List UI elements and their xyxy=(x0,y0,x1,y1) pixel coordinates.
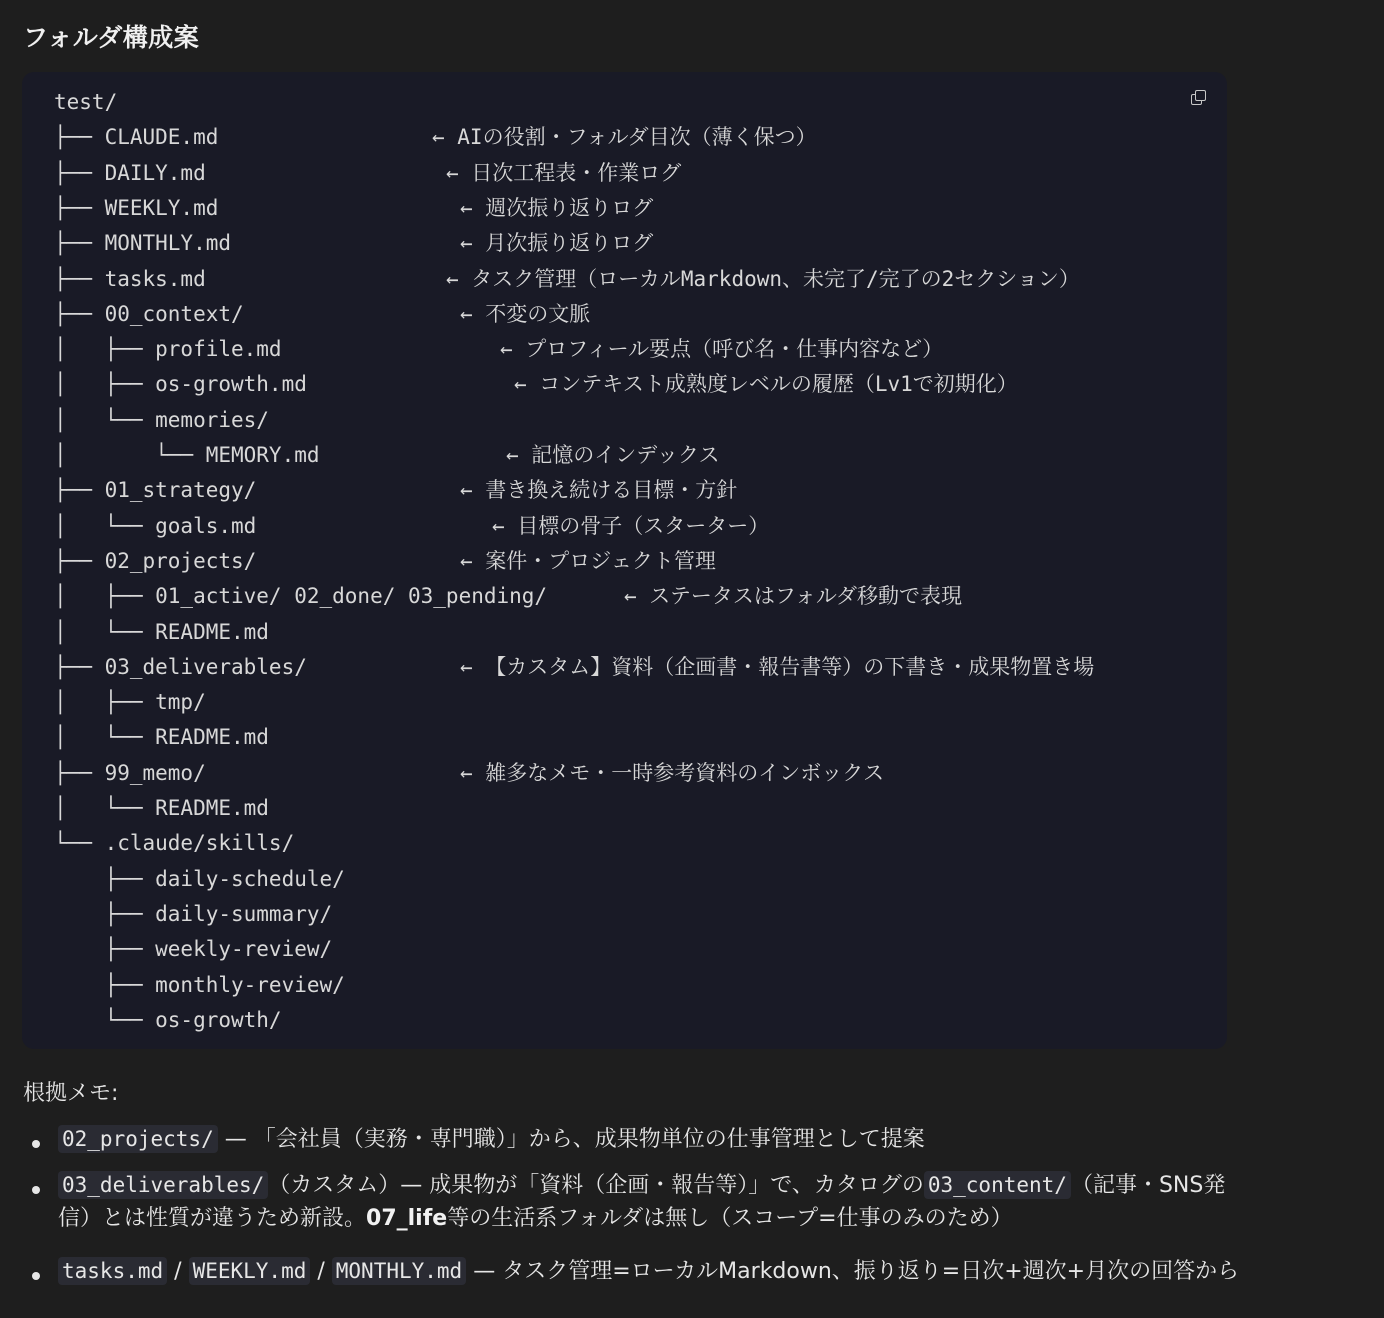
code-comment: ← 週次振り返りログ xyxy=(460,195,654,220)
code-comment: ← 案件・プロジェクト管理 xyxy=(460,548,716,573)
bullet-body: — タスク管理=ローカルMarkdown、振り返り=日次+週次+月次の回答から xyxy=(466,1259,1240,1284)
inline-code: tasks.md xyxy=(58,1257,167,1285)
code-comment: ← 雑多なメモ・一時参考資料のインボックス xyxy=(460,760,885,785)
code-comment: ← プロフィール要点（呼び名・仕事内容など） xyxy=(500,337,944,362)
bullet-text xyxy=(58,1254,1239,1289)
code-line: ├── WEEKLY.md xyxy=(54,195,219,220)
inline-code: MONTHLY.md xyxy=(332,1257,466,1285)
separator: / xyxy=(167,1259,189,1284)
bullet-text xyxy=(58,1168,1225,1203)
code-block xyxy=(22,72,1227,1049)
code-comment: ← 記憶のインデックス xyxy=(506,443,720,467)
code-line: │ ├── os-growth.md xyxy=(54,372,307,397)
memo-title: 根拠メモ: xyxy=(23,1081,119,1106)
code-line: └── .claude/skills/ xyxy=(54,831,295,856)
code-line: ├── DAILY.md xyxy=(54,160,206,185)
code-comment: ← 日次工程表・作業ログ xyxy=(446,160,682,185)
code-line: ├── weekly-review/ xyxy=(54,937,333,962)
code-line: │ └── memories/ xyxy=(54,407,269,432)
code-line: ├── 00_context/ xyxy=(54,301,244,326)
code-line: │ └── goals.md xyxy=(54,513,257,538)
code-comment: ← ステータスはフォルダ移動で表現 xyxy=(624,584,962,609)
bullet-body: （カスタム）— 成果物が「資料（企画・報告等）」で、カタログの xyxy=(268,1173,924,1198)
code-line: │ ├── profile.md xyxy=(54,337,282,362)
code-line: ├── CLAUDE.md xyxy=(54,125,219,150)
code-line: ├── 03_deliverables/ xyxy=(54,654,307,679)
code-comment: ← AIの役割・フォルダ目次（薄く保つ） xyxy=(432,125,817,150)
inline-code: 02_projects/ xyxy=(58,1125,218,1153)
bullet-body: — 「会社員（実務・専門職）」から、成果物単位の仕事管理として提案 xyxy=(217,1127,925,1152)
code-line: ├── daily-schedule/ xyxy=(54,866,345,891)
code-line: ├── MONTHLY.md xyxy=(54,231,232,256)
inline-code: 03_content/ xyxy=(924,1171,1071,1199)
bullet-body: （記事・SNS発 xyxy=(1070,1173,1226,1198)
code-line: └── os-growth/ xyxy=(54,1007,282,1032)
bullet-text xyxy=(58,1122,925,1157)
bullet-dot xyxy=(32,1186,40,1194)
code-line: │ ├── 01_active/ 02_done/ 03_pending/ xyxy=(54,584,548,609)
code-line: │ └── README.md xyxy=(54,725,269,750)
code-line: test/ xyxy=(54,90,118,114)
bullet-body: 信）とは性質が違うため新設。 xyxy=(58,1206,367,1231)
bullet-dot xyxy=(32,1140,40,1148)
bullet-text-line2 xyxy=(58,1202,1013,1236)
code-line: ├── 01_strategy/ xyxy=(54,478,257,503)
bullet-dot xyxy=(32,1272,40,1280)
code-line: │ ├── tmp/ xyxy=(54,690,206,715)
code-line: │ └── README.md xyxy=(54,796,269,820)
code-line: │ └── MEMORY.md xyxy=(54,443,320,467)
section-heading: フォルダ構成案 xyxy=(23,23,200,52)
separator: / xyxy=(310,1259,332,1284)
code-line: ├── tasks.md xyxy=(54,266,206,291)
copy-icon[interactable] xyxy=(1189,88,1207,106)
code-line: │ └── README.md xyxy=(54,619,269,644)
bullet-body: 等の生活系フォルダは無し（スコープ=仕事のみのため） xyxy=(447,1206,1013,1231)
code-comment: ← 目標の骨子（スターター） xyxy=(492,513,770,538)
code-comment: ← 書き換え続ける目標・方針 xyxy=(460,478,738,503)
code-comment: ← 【カスタム】資料（企画書・報告書等）の下書き・成果物置き場 xyxy=(460,654,1095,679)
inline-code: 03_deliverables/ xyxy=(58,1171,268,1199)
code-comment: ← 月次振り返りログ xyxy=(460,231,654,256)
bold-text: 07_life xyxy=(366,1206,448,1231)
code-comment: ← タスク管理（ローカルMarkdown、未完了/完了の2セクション） xyxy=(446,266,1080,291)
inline-code: WEEKLY.md xyxy=(189,1257,311,1285)
code-comment: ← 不変の文脈 xyxy=(460,301,591,326)
code-line: ├── 99_memo/ xyxy=(54,760,206,785)
code-line: ├── monthly-review/ xyxy=(54,972,345,997)
code-line: ├── daily-summary/ xyxy=(54,901,333,926)
code-line: ├── 02_projects/ xyxy=(54,548,257,573)
code-comment: ← コンテキスト成熟度レベルの履歴（Lv1で初期化） xyxy=(514,372,1018,397)
